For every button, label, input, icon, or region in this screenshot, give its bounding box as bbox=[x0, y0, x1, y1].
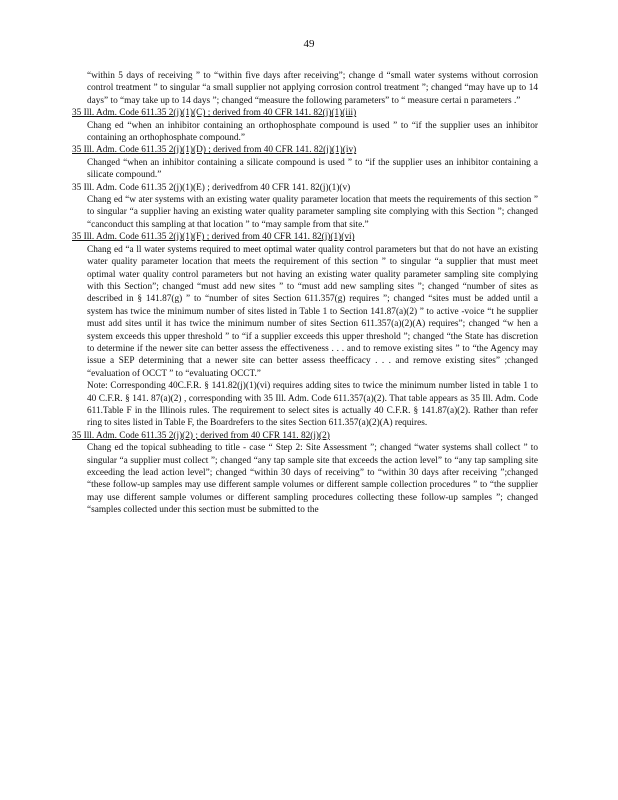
entry-note: Note: Corresponding 40C.F.R. § 141.82(j)(1)(vi) requires adding sites to twice the minimum number listed in table 1 to 40 C.F.R. § 141. 87(a)(2) , corresponding with 35 Ill. Adm. Code 611.357(a)(2). That table appears as 35 Ill. Adm. Code 611.Table F in the Illinois rules. The requirement to select sites is actually 40 C.F.R. § 141.87(a)(2). Rather than refer ring to sites listed in Table F, the Boardrefers to the sites Section 611.357(a)(2)(A) requires. bbox=[87, 381, 538, 429]
page-number: 49 bbox=[303, 38, 315, 50]
entry-611-352-j2 bbox=[72, 430, 538, 517]
entry-paragraph: Changed “when an inhibitor containing a silicate compound is used ” to “if the supplier uses an inhibitor containing a silicate compound.” bbox=[87, 157, 538, 181]
entry-611-352-j1E bbox=[72, 182, 538, 232]
entry-paragraph: Chang ed the topical subheading to title - case “ Step 2: Site Assessment ”; changed “water systems shall collect ” to singular “a supplier must collect ”; changed “any tap sample site that exceeds the action level” to “any tap sampling site exceeding the lead action level”; changed “within 30 days of receiving” to “within 30 days after receiving ”;changed “these follow-up samples may use different sample volumes or different sample collection procedures ” to “the supplier may use different sample volumes or different sampling procedures collecting these follow-up samples ”; changed “samples collected under this section must be submitted to the bbox=[87, 443, 538, 516]
entry-paragraph: Chang ed “when an inhibitor containing an orthophosphate compound is used ” to “if the supplier uses an inhibitor containing an orthophosphate compound.” bbox=[87, 120, 538, 144]
entry-citation: 35 Ill. Adm. Code 611.35 2(j)(1)(F) ; derived from 40 CFR 141. 82(j)(1)(vi) bbox=[72, 232, 355, 243]
entry-citation: 35 Ill. Adm. Code 611.35 2(j)(1)(E) ; derivedfrom 40 CFR 141. 82(j)(1)(v) bbox=[72, 182, 351, 193]
entry-paragraph: Chang ed “a ll water systems required to meet optimal water quality control parameters but that do not have an existing water quality parameter location that meets the requirement of this section ” to singular “a supplier that must meet optimal water quality control parameters but not having an existing water quality parameter sampling site complying with this Section”; changed “must add new sites ” to “must add new sampling sites ”; changed “number of sites as described in § 141.87(g) ” to “number of sites Section 611.357(g) requires ”; changed “sites must be added until a system has twice the minimum number of sites listed in Table 1 to Section 141.87(a)(2) ” to active -voice “t he supplier must add sites until it has twice the minimum number of sites Section 611.357(a)(2)(A) requires”; changed “w hen a system exceeds this upper threshold ” to “if a supplier exceeds this upper threshold ”; changed “the State has discretion to determine if the newer site can better assess the effectiveness . . . and to remove existing sites ” to “the Agency may issue a SEP determining that a newer site can better assess theefficacy . . . and remove existing sites” ;changed “evaluation of OCCT ” to “evaluating OCCT.” bbox=[87, 244, 538, 379]
entry-611-352-j1F bbox=[72, 231, 538, 430]
entry-citation: 35 Ill. Adm. Code 611.35 2(j)(1)(D) ; derived from 40 CFR 141. 82(j)(1)(iv) bbox=[72, 145, 357, 156]
entry-citation: 35 Ill. Adm. Code 611.35 2(j)(2) ; derived from 40 CFR 141. 82(j)(2) bbox=[72, 430, 330, 441]
entry-continuation bbox=[72, 70, 538, 107]
entry-611-352-j1C bbox=[72, 107, 538, 144]
document-body bbox=[72, 70, 538, 517]
entry-paragraph: Chang ed “w ater systems with an existing water quality parameter location that meets the requirements of this section ” to singular “a supplier having an existing water quality parameter sampling site complying with this Section ”; changed “canconduct this sampling at that location ” to “may sample from that site.” bbox=[87, 195, 538, 230]
entry-611-352-j1D bbox=[72, 144, 538, 181]
entry-citation: 35 Ill. Adm. Code 611.35 2(j)(1)(C) ; derived from 40 CFR 141. 82(j)(1)(iii) bbox=[72, 108, 357, 119]
entry-paragraph: “within 5 days of receiving ” to “within five days after receiving”; change d “small water systems without corrosion control treatment ” to singular “a small supplier not applying corrosion control treatment ”; changed “may have up to 14 days” to “may take up to 14 days ”; changed “measure the following parameters” to “ measure certai n parameters .” bbox=[87, 71, 538, 106]
